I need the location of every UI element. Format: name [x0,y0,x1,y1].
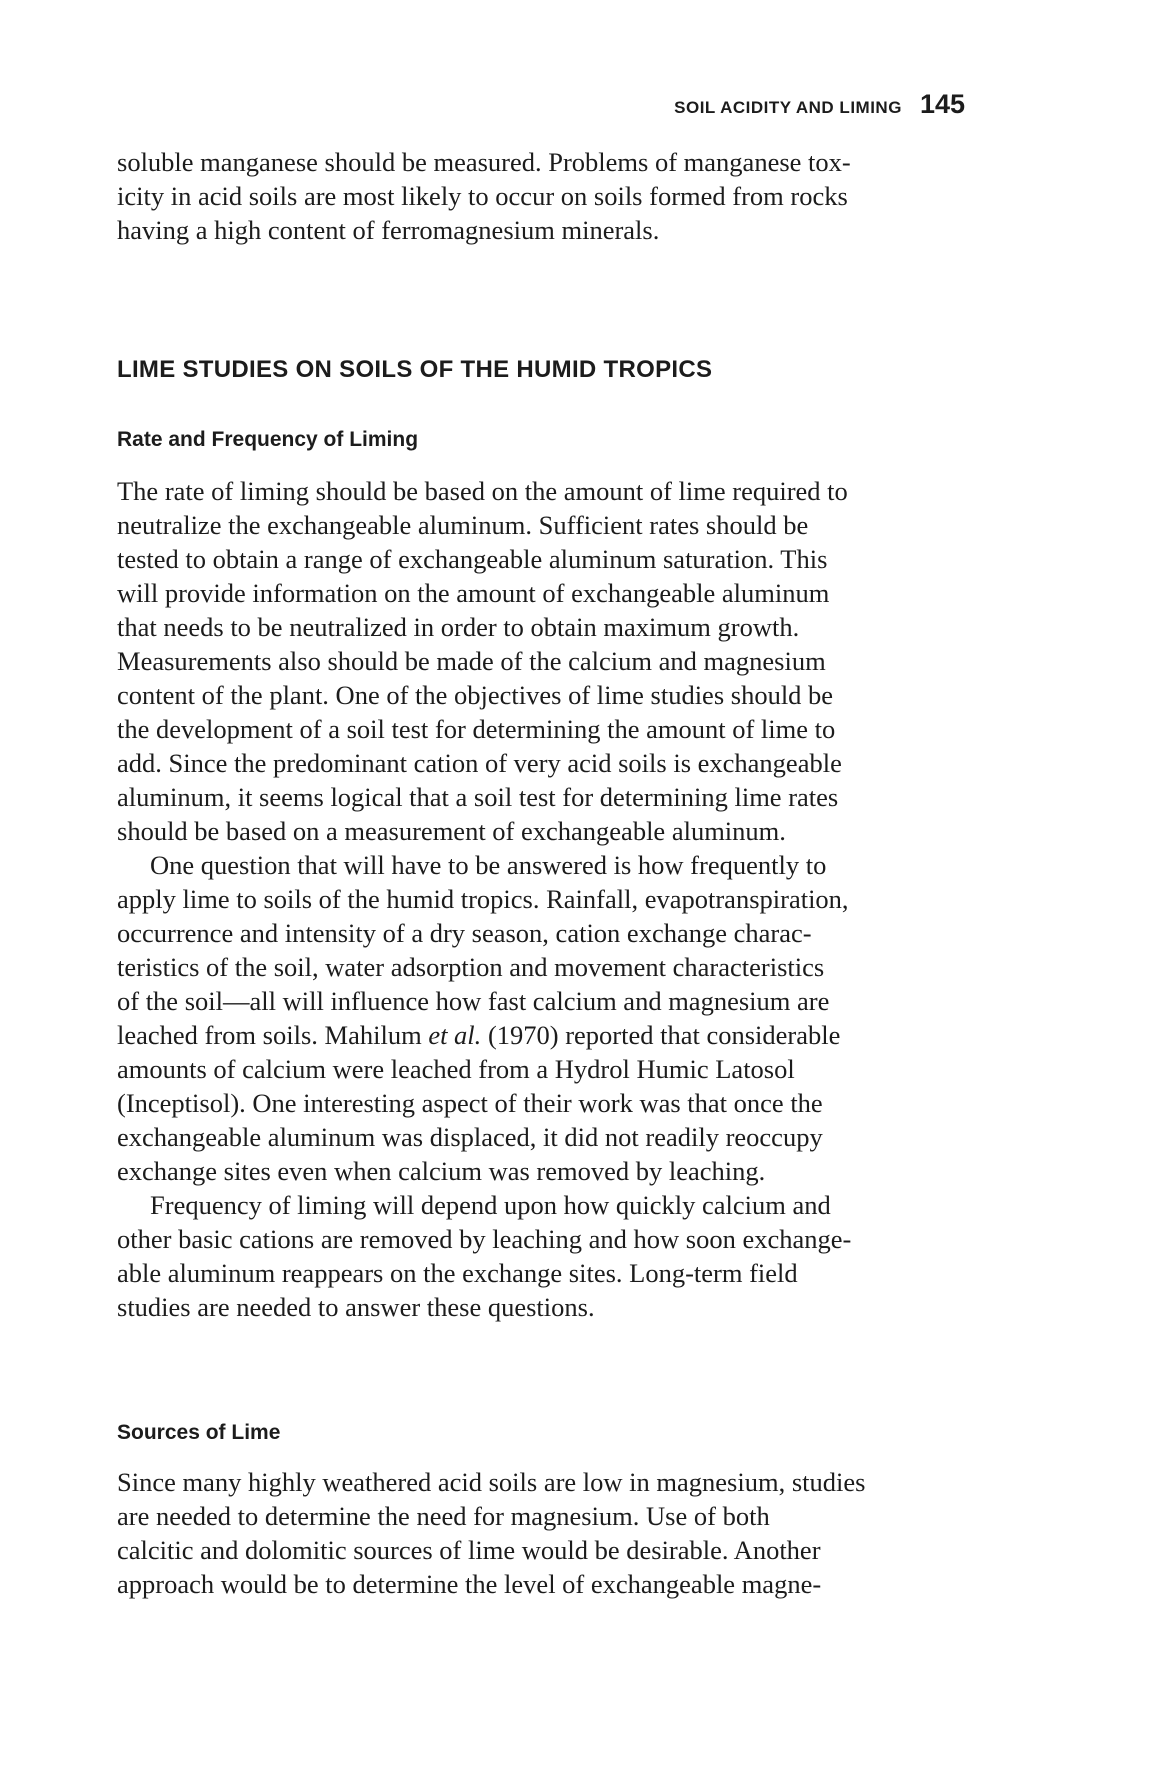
text-line: other basic cations are removed by leaching and how soon exchange- [117,1224,852,1254]
text-line: studies are needed to answer these questions. [117,1292,595,1322]
text-line: of the soil—all will influence how fast calcium and magnesium are [117,986,830,1016]
text-line: approach would be to determine the level of exchangeable magne- [117,1569,822,1599]
text-line: teristics of the soil, water adsorption and movement characteristics [117,952,825,982]
text-line: should be based on a measurement of exchangeable aluminum. [117,816,786,846]
text-line: add. Since the predominant cation of very acid soils is exchangeable [117,748,842,778]
text-line: (Inceptisol). One interesting aspect of their work was that once the [117,1088,823,1118]
text-line: are needed to determine the need for magnesium. Use of both [117,1501,770,1531]
text-line: Measurements also should be made of the calcium and magnesium [117,646,826,676]
sources-section-body [117,1465,865,1601]
text-line: icity in acid soils are most likely to occur on soils formed from rocks [117,181,848,211]
text-line: that needs to be neutralized in order to obtain maximum growth. [117,612,800,642]
text-line: apply lime to soils of the humid tropics. Rainfall, evapotranspiration, [117,884,849,914]
text-line: One question that will have to be answered is how frequently to [150,850,827,880]
text-line: able aluminum reappears on the exchange sites. Long-term field [117,1258,798,1288]
text-line: neutralize the exchangeable aluminum. Sufficient rates should be [117,510,809,540]
subsection-heading-sources: Sources of Lime [117,1421,281,1444]
text-line: Frequency of liming will depend upon how quickly calcium and [150,1190,831,1220]
text-line: occurrence and intensity of a dry season, cation exchange charac- [117,918,812,948]
text-line: The rate of liming should be based on the amount of lime required to [117,476,848,506]
text-line: exchange sites even when calcium was removed by leaching. [117,1156,766,1186]
running-head-title: SOIL ACIDITY AND LIMING [674,98,902,117]
text-line: tested to obtain a range of exchangeable aluminum saturation. This [117,544,828,574]
text-line: having a high content of ferromagnesium minerals. [117,215,660,245]
text-line: will provide information on the amount of exchangeable aluminum [117,578,830,608]
text-line: leached from soils. Mahilum et al. (1970) reported that considerable [117,1020,841,1050]
text-line: exchangeable aluminum was displaced, it did not readily reoccupy [117,1122,823,1152]
text-line: aluminum, it seems logical that a soil test for determining lime rates [117,782,839,812]
text-line: amounts of calcium were leached from a Hydrol Humic Latosol [117,1054,795,1084]
text-line: the development of a soil test for determining the amount of lime to [117,714,836,744]
page-number: 145 [919,89,965,119]
text-line: calcitic and dolomitic sources of lime would be desirable. Another [117,1535,821,1565]
rate-section-body [117,474,851,1324]
section-heading: LIME STUDIES ON SOILS OF THE HUMID TROPICS [117,356,713,383]
text-line: content of the plant. One of the objectives of lime studies should be [117,680,834,710]
text-line: Since many highly weathered acid soils are low in magnesium, studies [117,1467,866,1497]
subsection-heading-rate: Rate and Frequency of Liming [117,428,419,451]
text-line: soluble manganese should be measured. Problems of manganese tox- [117,147,851,177]
running-head [100,89,965,120]
intro-paragraph [117,145,851,247]
